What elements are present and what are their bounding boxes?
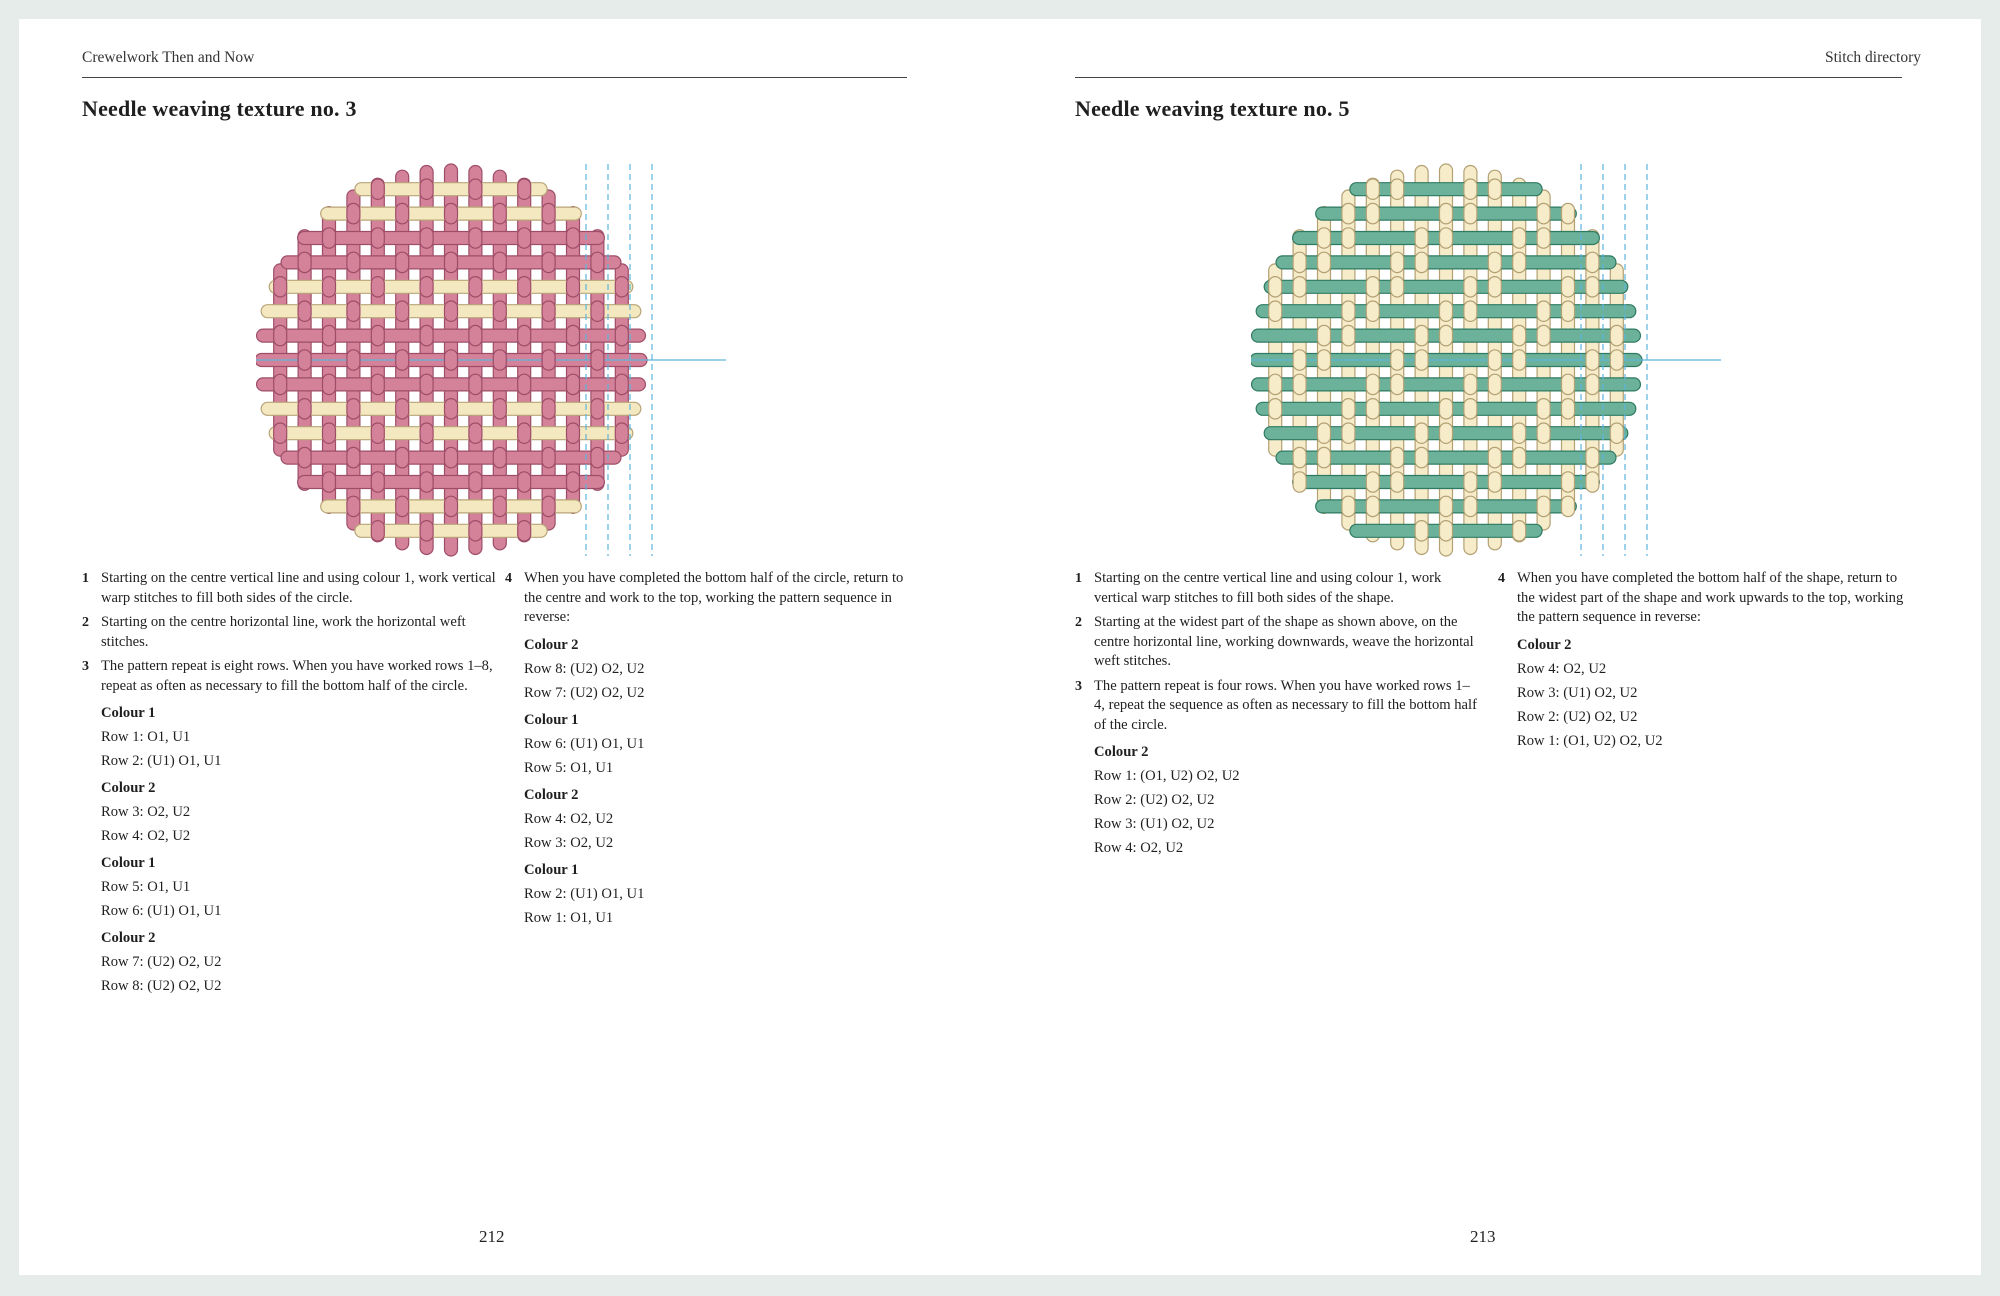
warp-over-segment xyxy=(567,472,580,492)
warp-over-segment xyxy=(274,325,287,345)
warp-over-segment xyxy=(1440,521,1453,541)
warp-over-segment xyxy=(615,325,628,345)
right-page xyxy=(1000,19,1981,1275)
pattern-row: Row 3: O2, U2 xyxy=(101,804,191,820)
warp-over-segment xyxy=(1464,203,1477,223)
warp-over-segment xyxy=(567,374,580,394)
warp-over-segment xyxy=(615,277,628,297)
weft-thread xyxy=(1252,378,1641,391)
instruction-step xyxy=(1075,677,1480,736)
warp-over-segment xyxy=(542,301,555,321)
warp-over-segment xyxy=(445,203,458,223)
warp-over-segment xyxy=(542,203,555,223)
step-text: When you have completed the bottom half of the shape, return to the widest part of the shape and work upwards to the top, working the pattern sequence in reverse: xyxy=(1517,570,1904,625)
warp-over-segment xyxy=(493,350,506,370)
warp-over-segment xyxy=(469,179,482,199)
weft-thread xyxy=(257,378,646,391)
warp-over-segment xyxy=(323,277,336,297)
step-number: 1 xyxy=(1075,571,1082,586)
warp-over-segment xyxy=(1586,277,1599,297)
pattern-row: Row 1: (O1, U2) O2, U2 xyxy=(1517,732,1663,749)
warp-over-segment xyxy=(445,252,458,272)
step-number: 2 xyxy=(1075,615,1082,630)
pattern-row: Row 5: O1, U1 xyxy=(524,759,614,776)
warp-over-segment xyxy=(420,228,433,248)
page-title: Needle weaving texture no. 3 xyxy=(82,96,357,121)
warp-over-segment xyxy=(493,399,506,419)
step-text: When you have completed the bottom half of the circle, return to the centre and work to the top, working the pattern sequence in reverse: xyxy=(524,570,904,625)
warp-over-segment xyxy=(469,228,482,248)
warp-over-segment xyxy=(1342,423,1355,443)
weft-thread xyxy=(1293,476,1600,489)
colour-heading: Colour 1 xyxy=(524,711,579,728)
step-number: 4 xyxy=(1498,571,1505,586)
warp-over-segment xyxy=(1537,399,1550,419)
warp-over-segment xyxy=(420,423,433,443)
instruction-step xyxy=(1075,613,1480,672)
warp-over-segment xyxy=(420,521,433,541)
weft-thread xyxy=(298,232,605,245)
warp-over-segment xyxy=(274,423,287,443)
instruction-step xyxy=(1075,569,1480,608)
warp-over-segment xyxy=(469,277,482,297)
warp-over-segment xyxy=(420,179,433,199)
warp-over-segment xyxy=(1293,447,1306,467)
warp-over-segment xyxy=(1366,203,1379,223)
warp-over-segment xyxy=(396,399,409,419)
warp-over-segment xyxy=(1464,496,1477,516)
warp-over-segment xyxy=(493,203,506,223)
pattern-row: Row 1: O1, U1 xyxy=(101,729,191,745)
warp-over-segment xyxy=(1464,374,1477,394)
warp-over-segment xyxy=(347,252,360,272)
warp-over-segment xyxy=(1562,277,1575,297)
warp-over-segment xyxy=(1586,374,1599,394)
weft-thread xyxy=(257,329,646,342)
warp-over-segment xyxy=(518,374,531,394)
warp-over-segment xyxy=(1440,496,1453,516)
warp-over-segment xyxy=(591,252,604,272)
warp-over-segment xyxy=(1293,277,1306,297)
warp-over-segment xyxy=(1513,350,1526,370)
warp-over-segment xyxy=(1391,277,1404,297)
warp-over-segment xyxy=(591,447,604,467)
warp-over-segment xyxy=(518,521,531,541)
warp-over-segment xyxy=(1464,301,1477,321)
warp-over-segment xyxy=(1269,277,1282,297)
warp-over-segment xyxy=(1293,374,1306,394)
warp-over-segment xyxy=(323,228,336,248)
warp-over-segment xyxy=(1366,277,1379,297)
warp-over-segment xyxy=(347,496,360,516)
instruction-step xyxy=(505,569,915,628)
warp-over-segment xyxy=(1562,203,1575,223)
pattern-row: Row 2: (U2) O2, U2 xyxy=(1094,792,1215,808)
warp-over-segment xyxy=(1391,472,1404,492)
warp-over-segment xyxy=(469,472,482,492)
warp-over-segment xyxy=(1488,277,1501,297)
warp-over-segment xyxy=(1537,325,1550,345)
warp-over-segment xyxy=(1586,350,1599,370)
warp-over-segment xyxy=(323,423,336,443)
warp-over-segment xyxy=(591,301,604,321)
warp-over-segment xyxy=(1342,399,1355,419)
warp-over-segment xyxy=(420,277,433,297)
warp-over-segment xyxy=(1562,374,1575,394)
page-title: Needle weaving texture no. 5 xyxy=(1075,96,1350,121)
warp-over-segment xyxy=(1342,301,1355,321)
warp-over-segment xyxy=(542,399,555,419)
warp-over-segment xyxy=(1513,252,1526,272)
warp-over-segment xyxy=(1318,228,1331,248)
warp-over-segment xyxy=(518,179,531,199)
warp-over-segment xyxy=(1293,472,1306,492)
warp-over-segment xyxy=(518,228,531,248)
warp-over-segment xyxy=(493,447,506,467)
warp-over-segment xyxy=(1440,423,1453,443)
step-text: The pattern repeat is eight rows. When you have worked rows 1–8, repeat as often as necessary to fill the bottom half of the circle. xyxy=(101,658,493,694)
warp-over-segment xyxy=(542,496,555,516)
warp-over-segment xyxy=(298,252,311,272)
step-number: 2 xyxy=(82,615,89,630)
warp-over-segment xyxy=(1488,472,1501,492)
warp-over-segment xyxy=(1269,301,1282,321)
warp-over-segment xyxy=(396,350,409,370)
warp-over-segment xyxy=(396,203,409,223)
weft-thread xyxy=(298,476,605,489)
warp-over-segment xyxy=(1488,374,1501,394)
step-number: 4 xyxy=(505,571,512,586)
step-text: The pattern repeat is four rows. When you have worked rows 1–4, repeat the sequence as often as necessary to fill the bottom half of the circle. xyxy=(1094,677,1477,733)
warp-over-segment xyxy=(1513,325,1526,345)
warp-over-segment xyxy=(1366,399,1379,419)
warp-over-segment xyxy=(1318,252,1331,272)
warp-over-segment xyxy=(323,374,336,394)
warp-over-segment xyxy=(396,301,409,321)
header-rule xyxy=(82,77,907,78)
warp-over-segment xyxy=(445,301,458,321)
warp-over-segment xyxy=(567,277,580,297)
warp-over-segment xyxy=(1366,496,1379,516)
warp-over-segment xyxy=(1440,325,1453,345)
warp-over-segment xyxy=(542,252,555,272)
step-text: Starting on the centre vertical line and using colour 1, work vertical warp stitches to fill both sides of the circle. xyxy=(101,570,496,606)
warp-over-segment xyxy=(1415,423,1428,443)
pattern-row: Row 8: (U2) O2, U2 xyxy=(101,978,222,994)
step-text: Starting on the centre horizontal line, work the horizontal weft stitches. xyxy=(101,614,466,650)
warp-over-segment xyxy=(371,179,384,199)
running-head: Crewelwork Then and Now xyxy=(82,49,255,66)
warp-over-segment xyxy=(1537,203,1550,223)
warp-over-segment xyxy=(1586,447,1599,467)
warp-over-segment xyxy=(518,423,531,443)
step-number: 3 xyxy=(82,659,89,674)
pattern-row: Row 8: (U2) O2, U2 xyxy=(524,660,645,677)
step-number: 1 xyxy=(82,571,89,586)
warp-over-segment xyxy=(1318,447,1331,467)
warp-over-segment xyxy=(371,228,384,248)
weaving-diagram-texture-3 xyxy=(256,154,756,564)
step-text: Starting on the centre vertical line and using colour 1, work vertical warp stitches to fill both sides of the shape. xyxy=(1094,570,1442,606)
pattern-row: Row 2: (U1) O1, U1 xyxy=(101,753,222,769)
warp-over-segment xyxy=(371,277,384,297)
warp-over-segment xyxy=(1464,472,1477,492)
warp-over-segment xyxy=(469,521,482,541)
warp-over-segment xyxy=(1488,252,1501,272)
warp-over-segment xyxy=(1562,301,1575,321)
warp-over-segment xyxy=(323,325,336,345)
warp-over-segment xyxy=(1440,203,1453,223)
instruction-step xyxy=(82,569,502,608)
warp-over-segment xyxy=(347,399,360,419)
warp-over-segment xyxy=(567,325,580,345)
warp-over-segment xyxy=(1586,252,1599,272)
warp-over-segment xyxy=(1610,423,1623,443)
weaving-diagram-texture-5 xyxy=(1251,154,1751,564)
warp-over-segment xyxy=(1513,228,1526,248)
pattern-row: Row 4: O2, U2 xyxy=(101,828,191,844)
pattern-row: Row 7: (U2) O2, U2 xyxy=(101,954,222,970)
warp-over-segment xyxy=(274,374,287,394)
warp-over-segment xyxy=(1562,399,1575,419)
warp-over-segment xyxy=(1366,374,1379,394)
warp-over-segment xyxy=(1269,374,1282,394)
step-text: Starting at the widest part of the shape as shown above, on the centre horizontal line, working downwards, weave the horizontal weft stitches. xyxy=(1094,614,1474,669)
warp-over-segment xyxy=(1342,203,1355,223)
warp-over-segment xyxy=(518,325,531,345)
warp-over-segment xyxy=(298,447,311,467)
warp-over-segment xyxy=(1415,521,1428,541)
warp-over-segment xyxy=(518,277,531,297)
pattern-row: Row 2: (U1) O1, U1 xyxy=(524,885,645,902)
warp-over-segment xyxy=(1366,301,1379,321)
warp-over-segment xyxy=(1488,350,1501,370)
pattern-row: Row 2: (U2) O2, U2 xyxy=(1517,708,1638,725)
header-rule xyxy=(1075,77,1902,78)
warp-over-segment xyxy=(1464,179,1477,199)
warp-over-segment xyxy=(298,301,311,321)
warp-over-segment xyxy=(371,374,384,394)
warp-over-segment xyxy=(371,472,384,492)
page-number: 213 xyxy=(1470,1227,1496,1246)
warp-over-segment xyxy=(445,447,458,467)
pattern-row: Row 4: O2, U2 xyxy=(1094,840,1184,856)
warp-over-segment xyxy=(1342,496,1355,516)
warp-over-segment xyxy=(1269,399,1282,419)
warp-over-segment xyxy=(1610,350,1623,370)
warp-over-segment xyxy=(1293,350,1306,370)
warp-over-segment xyxy=(1391,350,1404,370)
pattern-row: Row 5: O1, U1 xyxy=(101,879,191,895)
warp-over-segment xyxy=(1391,447,1404,467)
instructions-column-2 xyxy=(505,569,915,930)
warp-over-segment xyxy=(420,374,433,394)
book-spread xyxy=(19,19,1981,1275)
warp-over-segment xyxy=(1440,399,1453,419)
warp-over-segment xyxy=(591,399,604,419)
warp-over-segment xyxy=(1464,277,1477,297)
pattern-row: Row 4: O2, U2 xyxy=(1517,660,1607,677)
warp-over-segment xyxy=(1293,252,1306,272)
warp-over-segment xyxy=(542,350,555,370)
warp-over-segment xyxy=(1562,472,1575,492)
warp-over-segment xyxy=(1488,179,1501,199)
warp-over-segment xyxy=(298,399,311,419)
warp-over-segment xyxy=(1513,447,1526,467)
warp-over-segment xyxy=(1366,472,1379,492)
warp-over-segment xyxy=(1610,325,1623,345)
step-number: 3 xyxy=(1075,678,1082,694)
warp-over-segment xyxy=(518,472,531,492)
warp-over-segment xyxy=(1391,374,1404,394)
warp-over-segment xyxy=(1537,301,1550,321)
instruction-step xyxy=(1498,569,1908,628)
warp-over-segment xyxy=(469,325,482,345)
colour-heading: Colour 1 xyxy=(524,861,579,878)
warp-over-segment xyxy=(493,496,506,516)
colour-heading: Colour 1 xyxy=(101,705,156,721)
warp-over-segment xyxy=(371,423,384,443)
warp-over-segment xyxy=(1415,252,1428,272)
warp-over-segment xyxy=(469,423,482,443)
colour-heading: Colour 2 xyxy=(101,780,156,796)
warp-over-segment xyxy=(445,399,458,419)
warp-over-segment xyxy=(1415,228,1428,248)
warp-over-segment xyxy=(493,252,506,272)
warp-over-segment xyxy=(1391,252,1404,272)
pattern-row: Row 1: O1, U1 xyxy=(524,909,614,926)
warp-over-segment xyxy=(1415,350,1428,370)
pattern-row: Row 6: (U1) O1, U1 xyxy=(524,735,645,752)
warp-over-segment xyxy=(1318,423,1331,443)
warp-over-segment xyxy=(347,350,360,370)
pattern-row: Row 3: (U1) O2, U2 xyxy=(1094,816,1215,832)
warp-over-segment xyxy=(298,350,311,370)
warp-over-segment xyxy=(1318,350,1331,370)
warp-over-segment xyxy=(469,374,482,394)
warp-over-segment xyxy=(420,325,433,345)
warp-over-segment xyxy=(396,447,409,467)
warp-over-segment xyxy=(591,350,604,370)
instructions-column-2 xyxy=(1498,569,1908,753)
colour-heading: Colour 2 xyxy=(1094,744,1149,760)
warp-over-segment xyxy=(1513,423,1526,443)
warp-over-segment xyxy=(347,447,360,467)
warp-over-segment xyxy=(1586,472,1599,492)
warp-over-segment xyxy=(347,203,360,223)
warp-over-segment xyxy=(445,350,458,370)
colour-heading: Colour 2 xyxy=(524,636,579,653)
instruction-step xyxy=(82,613,502,652)
warp-over-segment xyxy=(371,521,384,541)
warp-over-segment xyxy=(445,496,458,516)
warp-over-segment xyxy=(567,228,580,248)
warp-over-segment xyxy=(1440,228,1453,248)
warp-over-segment xyxy=(396,496,409,516)
pattern-row: Row 7: (U2) O2, U2 xyxy=(524,684,645,701)
warp-over-segment xyxy=(1366,179,1379,199)
warp-over-segment xyxy=(615,423,628,443)
warp-over-segment xyxy=(420,472,433,492)
warp-over-segment xyxy=(1537,423,1550,443)
warp-over-segment xyxy=(615,374,628,394)
colour-heading: Colour 1 xyxy=(101,855,156,871)
warp-over-segment xyxy=(1415,447,1428,467)
pattern-row: Row 1: (O1, U2) O2, U2 xyxy=(1094,768,1240,784)
warp-over-segment xyxy=(1464,399,1477,419)
warp-over-segment xyxy=(1537,496,1550,516)
warp-over-segment xyxy=(1342,228,1355,248)
pattern-row: Row 6: (U1) O1, U1 xyxy=(101,903,222,919)
instructions-column-1 xyxy=(1075,569,1480,860)
warp-over-segment xyxy=(1440,301,1453,321)
colour-heading: Colour 2 xyxy=(101,930,156,946)
colour-heading: Colour 2 xyxy=(524,786,579,803)
pattern-row: Row 3: (U1) O2, U2 xyxy=(1517,684,1638,701)
warp-over-segment xyxy=(567,423,580,443)
page-number: 212 xyxy=(479,1227,505,1246)
instruction-step xyxy=(82,657,502,696)
warp-over-segment xyxy=(371,325,384,345)
colour-heading: Colour 2 xyxy=(1517,636,1572,653)
warp-over-segment xyxy=(347,301,360,321)
warp-over-segment xyxy=(1391,179,1404,199)
warp-over-segment xyxy=(1342,325,1355,345)
pattern-row: Row 3: O2, U2 xyxy=(524,834,614,851)
warp-over-segment xyxy=(542,447,555,467)
warp-over-segment xyxy=(396,252,409,272)
pattern-row: Row 4: O2, U2 xyxy=(524,810,614,827)
warp-over-segment xyxy=(1513,521,1526,541)
warp-over-segment xyxy=(323,472,336,492)
left-page xyxy=(19,19,1000,1275)
warp-over-segment xyxy=(493,301,506,321)
warp-over-segment xyxy=(1562,496,1575,516)
warp-over-segment xyxy=(1488,447,1501,467)
warp-over-segment xyxy=(1318,325,1331,345)
running-head: Stitch directory xyxy=(1825,49,1921,66)
warp-over-segment xyxy=(1415,325,1428,345)
warp-over-segment xyxy=(274,277,287,297)
warp-over-segment xyxy=(1537,228,1550,248)
instructions-column-1 xyxy=(82,569,502,998)
